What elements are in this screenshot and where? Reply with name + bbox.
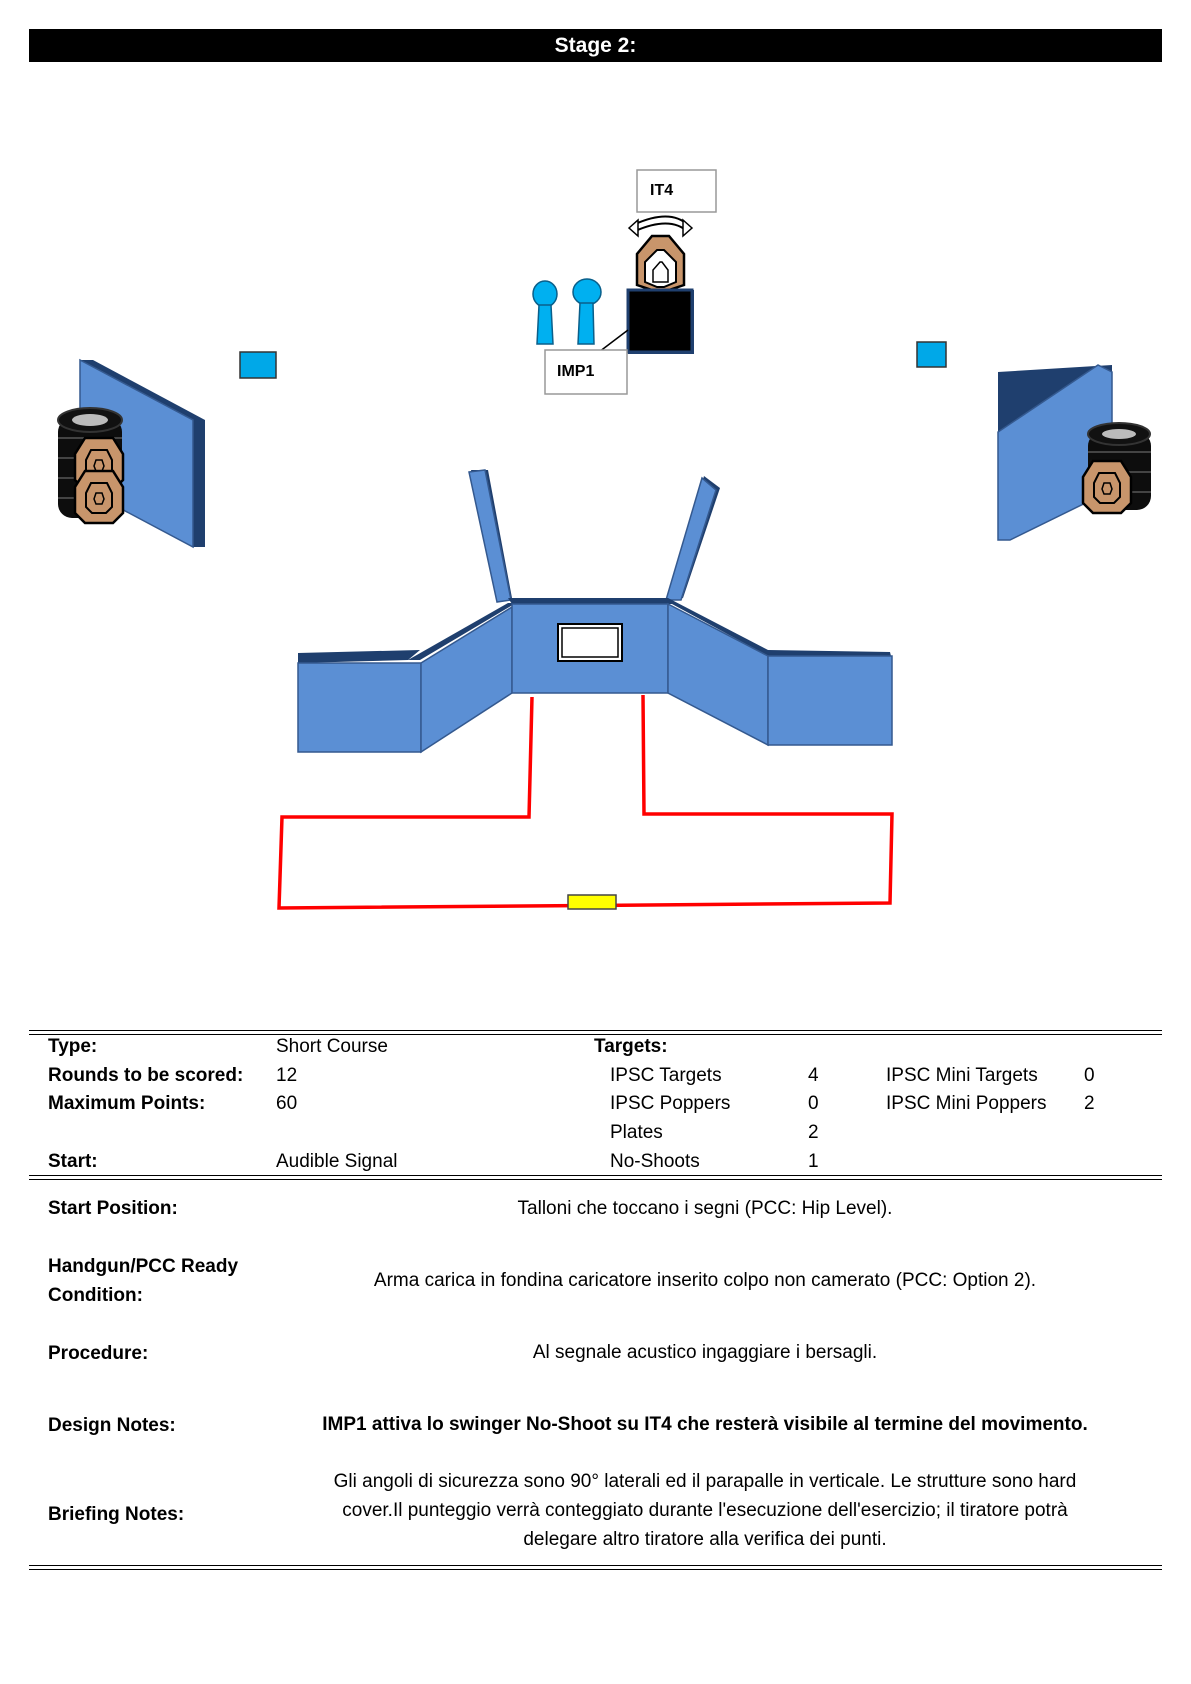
start-position-label: Start Position: — [48, 1198, 178, 1219]
rule-top-1 — [29, 1030, 1162, 1031]
mini-target-count: 2 — [1084, 1093, 1095, 1114]
start-position-value: Talloni che toccano i segni (PCC: Hip Level). — [517, 1198, 893, 1219]
mini-popper-left — [533, 281, 557, 344]
rule-bottom-1 — [29, 1565, 1162, 1566]
design-notes-value: IMP1 attiva lo swinger No-Shoot su IT4 che resterà visibile al termine del movimento. — [322, 1414, 1088, 1435]
briefing-notes-label: Briefing Notes: — [48, 1504, 185, 1525]
ready-condition-value: Arma carica in fondina caricatore inserito colpo non camerato (PCC: Option 2). — [373, 1270, 1037, 1291]
briefing-notes-line3: delegare altro tiratore alla verifica dei punti. — [523, 1529, 887, 1550]
procedure-label: Procedure: — [48, 1343, 149, 1364]
label-box-it4 — [637, 170, 716, 212]
type-label: Type: — [48, 1036, 98, 1057]
mini-target-name: IPSC Mini Poppers — [886, 1093, 1047, 1114]
rule-top-2 — [29, 1034, 1162, 1035]
briefing-notes-line2: cover.Il punteggio verrà conteggiato durante l'esecuzione dell'esercizio; il tiratore potrà — [342, 1500, 1068, 1521]
rounds-label: Rounds to be scored: — [48, 1065, 244, 1086]
swinger-box — [628, 290, 692, 352]
start-value: Audible Signal — [276, 1151, 398, 1172]
points-label: Maximum Points: — [48, 1093, 206, 1114]
target-name: Plates — [610, 1122, 663, 1143]
ipsc-target-left-lower — [75, 471, 123, 523]
targets-label: Targets: — [594, 1036, 668, 1057]
central-barricade — [298, 470, 892, 752]
start-label: Start: — [48, 1151, 98, 1172]
ready-condition-label-line2: Condition: — [48, 1285, 143, 1306]
rule-mid-2 — [29, 1179, 1162, 1180]
target-count: 0 — [808, 1093, 819, 1114]
rule-bottom-2 — [29, 1569, 1162, 1570]
target-name: IPSC Targets — [610, 1065, 722, 1086]
mini-popper-right — [573, 279, 601, 344]
design-notes-label: Design Notes: — [48, 1415, 176, 1436]
target-name: IPSC Poppers — [610, 1093, 731, 1114]
target-count: 2 — [808, 1122, 819, 1143]
type-value: Short Course — [276, 1036, 388, 1057]
plate-left — [240, 352, 276, 378]
rule-mid-1 — [29, 1175, 1162, 1176]
swinger-it4 — [629, 217, 692, 291]
target-count: 4 — [808, 1065, 819, 1086]
ready-condition-label-line1: Handgun/PCC Ready — [48, 1256, 239, 1277]
label-it4: IT4 — [650, 182, 674, 199]
briefing-notes-line1: Gli angoli di sicurezza sono 90° laterali ed il parapalle in verticale. Le strutture sono hard — [333, 1471, 1077, 1492]
procedure-value: Al segnale acustico ingaggiare i bersagli. — [532, 1342, 878, 1363]
start-position-marker — [568, 895, 616, 909]
mini-target-name: IPSC Mini Targets — [886, 1065, 1038, 1086]
stage-title: Stage 2: — [29, 29, 1162, 62]
ipsc-target-right — [1083, 461, 1131, 513]
rounds-value: 12 — [276, 1065, 298, 1086]
target-count: 1 — [808, 1151, 819, 1172]
mini-target-count: 0 — [1084, 1065, 1095, 1086]
points-value: 60 — [276, 1093, 298, 1114]
target-name: No-Shoots — [610, 1151, 700, 1172]
label-imp1: IMP1 — [557, 363, 595, 380]
plate-right — [917, 342, 946, 367]
